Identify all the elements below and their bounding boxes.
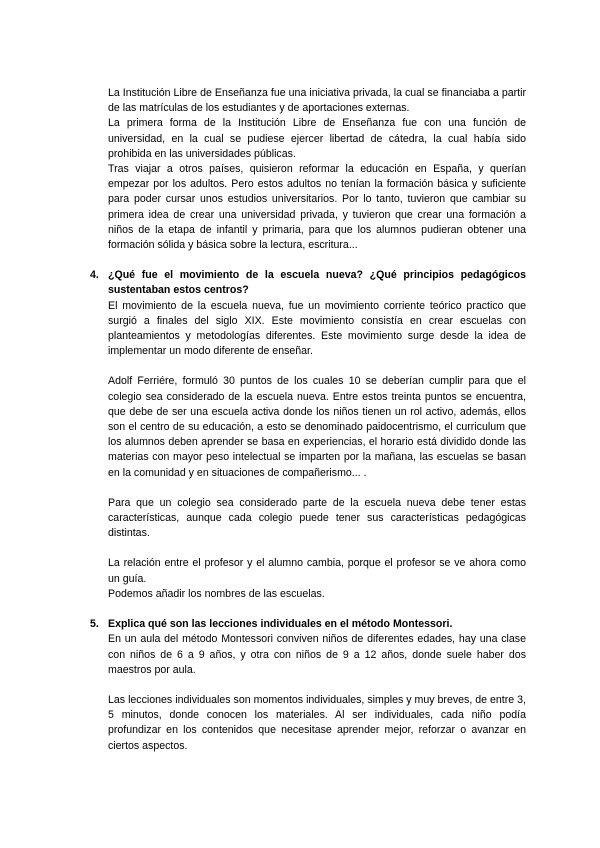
question-5-number: 5.	[90, 618, 99, 631]
spacer	[108, 481, 526, 496]
section-4-paragraph-4: La relación entre el profesor y el alumno cambia, porque el profesor se ve ahora como un guía.	[108, 557, 526, 585]
spacer	[108, 541, 526, 556]
spacer	[108, 359, 526, 374]
intro-paragraph-2: La primera forma de la Institución Libre de Enseñanza fue con una función de universidad, en la cual se pudiese ejercer libertad de cátedra, la cual había sido prohibida en las universidades públicas.	[108, 117, 526, 160]
spacer	[108, 678, 526, 693]
question-5-text: Explica qué son las lecciones individuales en el método Montessori.	[108, 618, 453, 631]
section-5-paragraph-2: Las lecciones individuales son momentos individuales, simples y muy breves, de entre 3, 5 minutos, donde conocen los materiales. Al ser individuales, cada niño podía profundizar en los contenidos que necesitase aprender mejor, reforzar o avanzar en ciertos aspectos.	[108, 693, 526, 752]
question-4-number: 4.	[90, 269, 99, 282]
intro-paragraph-1: La Institución Libre de Enseñanza fue una iniciativa privada, la cual se financiaba a partir de las matrículas de los estudiantes y de aportaciones externas.	[108, 87, 526, 115]
question-4	[90, 268, 526, 298]
section-4-paragraph-1: El movimiento de la escuela nueva, fue un movimiento corriente teórico practico que surgió a finales del siglo XIX. Este movimiento consistía en crear escuelas con planteamientos y metodologías diferentes. Este movimiento surge desde la idea de implementar un modo diferente de enseñar.	[108, 299, 526, 358]
question-5	[90, 617, 526, 632]
document-body	[90, 86, 526, 754]
section-4-paragraph-2: Adolf Ferriére, formuló 30 puntos de los cuales 10 se deberían cumplir para que el colegio sea considerado de la escuela nueva. Entre estos treinta puntos se encuentra, que debe de ser una escuela activa donde los niños tienen un rol activo, además, ellos son el centro de su educación, a esto se denominado paidocentrismo, el curriculum que los alumnos deben aprender se basa en experiencias, el horario está dividido donde las materias con mayor peso intelectual se imparten por la mañana, las escuelas se basan en la comunidad y en situaciones de compañerismo... .	[108, 375, 526, 479]
spacer	[108, 602, 526, 617]
section-5-paragraph-1: En un aula del método Montessori conviven niños de diferentes edades, hay una clase con niños de 6 a 9 años, y otra con niños de 9 a 12 años, donde suele haber dos maestros por aula.	[108, 633, 526, 676]
section-4-paragraph-3: Para que un colegio sea considerado parte de la escuela nueva debe tener estas características, aunque cada colegio puede tener sus características pedagógicas distintas.	[108, 496, 526, 540]
intro-paragraph-3: Tras viajar a otros países, quisieron reformar la educación en España, y querían empezar por los adultos. Pero estos adultos no tenían la formación básica y suficiente para poder cursar unos estudios universitarios. Por lo tanto, tuvieron que cambiar su primera idea de crear una universidad privada, y tuvieron que crear una formación a niños de la etapa de infantil y primaria, para que los alumnos pudieran obtener una formación sólida y básica sobre la lectura, escritura...	[108, 163, 526, 252]
spacer	[108, 253, 526, 268]
question-4-text: ¿Qué fue el movimiento de la escuela nueva? ¿Qué principios pedagógicos sustentaban estos centros?	[108, 269, 526, 297]
section-4-paragraph-5: Podemos añadir los nombres de las escuelas.	[108, 587, 325, 600]
